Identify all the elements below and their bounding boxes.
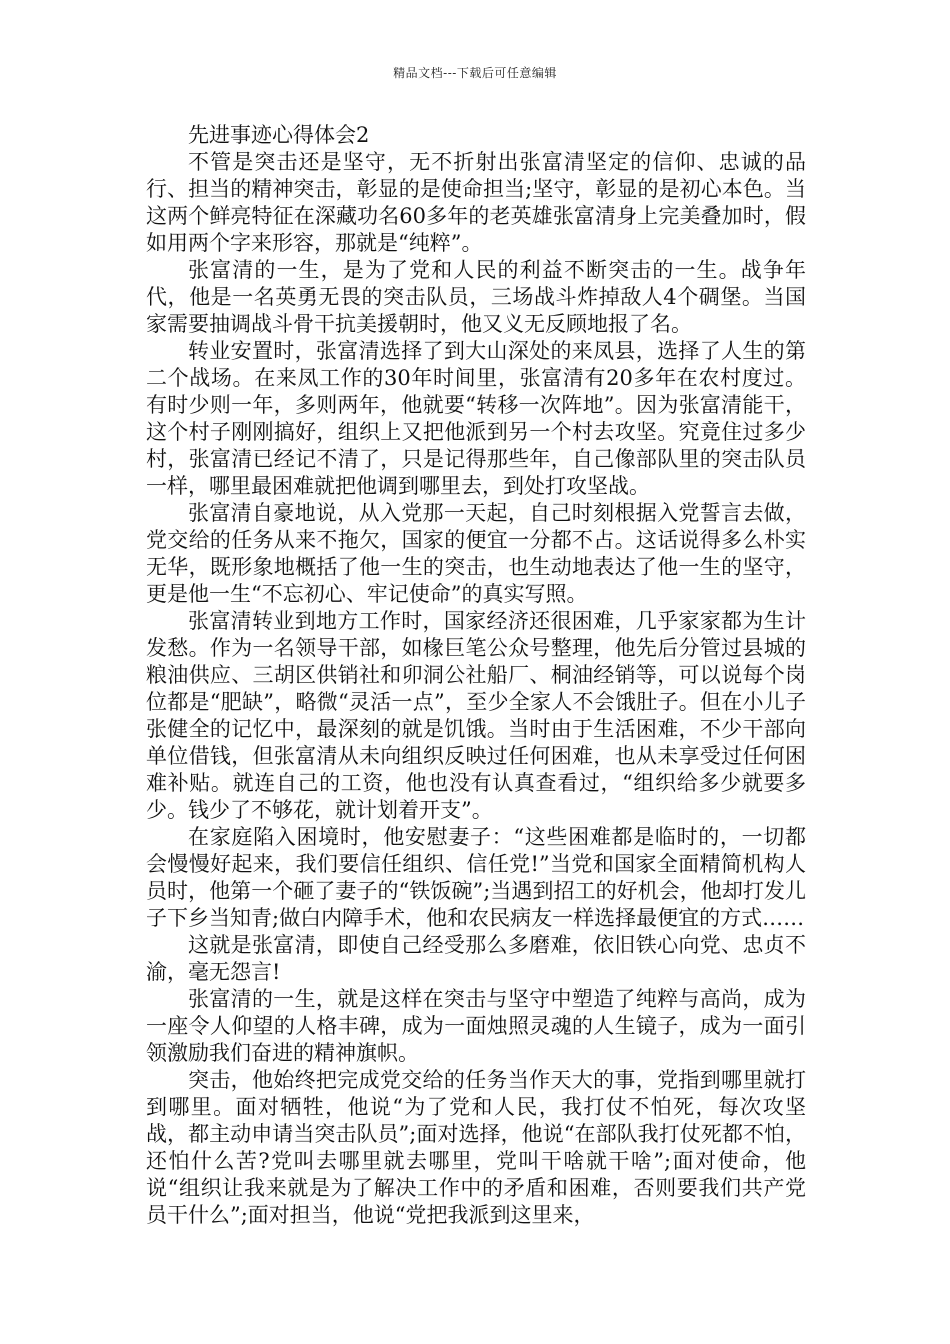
- page-header: 精品文档---下载后可任意编辑: [393, 66, 557, 80]
- paragraph: 张富清转业到地方工作时，国家经济还很困难，几乎家家都为生计发愁。作为一名领导干部，如椽巨笔公众号整理，他先后分管过县城的粮油供应、三胡区供销社和卯洞公社船厂、桐油经销等，可以说每个岗位都是“肥缺”，略微“灵活一点”，至少全家人不会饿肚子。但在小儿子张健全的记忆中，最深刻的就是饥饿。当时由于生活困难，不少干部向单位借钱，但张富清从未向组织反映过任何困难，也从未享受过任何困难补贴。就连自己的工资，他也没有认真查看过，“组织给多少就要多少。钱少了不够花，就计划着开支”。: [146, 609, 806, 822]
- paragraph: 张富清的一生，是为了党和人民的利益不断突击的一生。战争年代，他是一名英勇无畏的突击队员，三场战斗炸掉敌人4个碉堡。当国家需要抽调战斗骨干抗美援朝时，他又义无反顾地报了名。: [146, 258, 806, 336]
- paragraph: 在家庭陷入困境时，他安慰妻子：“这些困难都是临时的，一切都会慢慢好起来，我们要信任组织、信任党!”当党和国家全面精简机构人员时，他第一个砸了妻子的“铁饭碗”;当遇到招工的好机会，他却打发儿子下乡当知青;做白内障手术，他和农民病友一样选择最便宜的方式……: [146, 825, 806, 930]
- paragraph: 突击，他始终把完成党交给的任务当作天大的事，党指到哪里就打到哪里。面对牺牲，他说“为了党和人民，我打仗不怕死，每次攻坚战，都主动申请当突击队员”;面对选择，他说“在部队我打仗死都不怕，还怕什么苦?党叫去哪里就去哪里，党叫干啥就干啥”;面对使命，他说“组织让我来就是为了解决工作中的矛盾和困难，否则要我们共产党员干什么”;面对担当，他说“党把我派到这里来，: [146, 1068, 806, 1227]
- paragraph: 张富清的一生，就是这样在突击与坚守中塑造了纯粹与高尚，成为一座令人仰望的人格丰碑，成为一面烛照灵魂的人生镜子，成为一面引领激励我们奋进的精神旗帜。: [146, 987, 806, 1065]
- paragraph: 这就是张富清，即使自己经受那么多磨难，依旧铁心向党、忠贞不渝，毫无怨言!: [146, 933, 806, 984]
- document-title: 先进事迹心得体会2: [188, 123, 370, 147]
- paragraph: 张富清自豪地说，从入党那一天起，自己时刻根据入党誓言去做，党交给的任务从来不拖欠，国家的便宜一分都不占。这话说得多么朴实无华，既形象地概括了他一生的突击，也生动地表达了他一生的坚守，更是他一生“不忘初心、牢记使命”的真实写照。: [146, 501, 806, 606]
- paragraph: 转业安置时，张富清选择了到大山深处的来凤县，选择了人生的第二个战场。在来凤工作的30年时间里，张富清有20多年在农村度过。有时少则一年，多则两年，他就要“转移一次阵地”。因为张富清能干，这个村子刚刚搞好，组织上又把他派到另一个村去攻坚。究竟住过多少村，张富清已经记不清了，只是记得那些年，自己像部队里的突击队员一样，哪里最困难就把他调到哪里去，到处打攻坚战。: [146, 339, 806, 498]
- paragraph: 不管是突击还是坚守，无不折射出张富清坚定的信仰、忠诚的品行、担当的精神突击，彰显的是使命担当;坚守，彰显的是初心本色。当这两个鲜亮特征在深藏功名60多年的老英雄张富清身上完美叠加时，假如用两个字来形容，那就是“纯粹”。: [146, 150, 806, 255]
- document-body: [146, 122, 806, 1229]
